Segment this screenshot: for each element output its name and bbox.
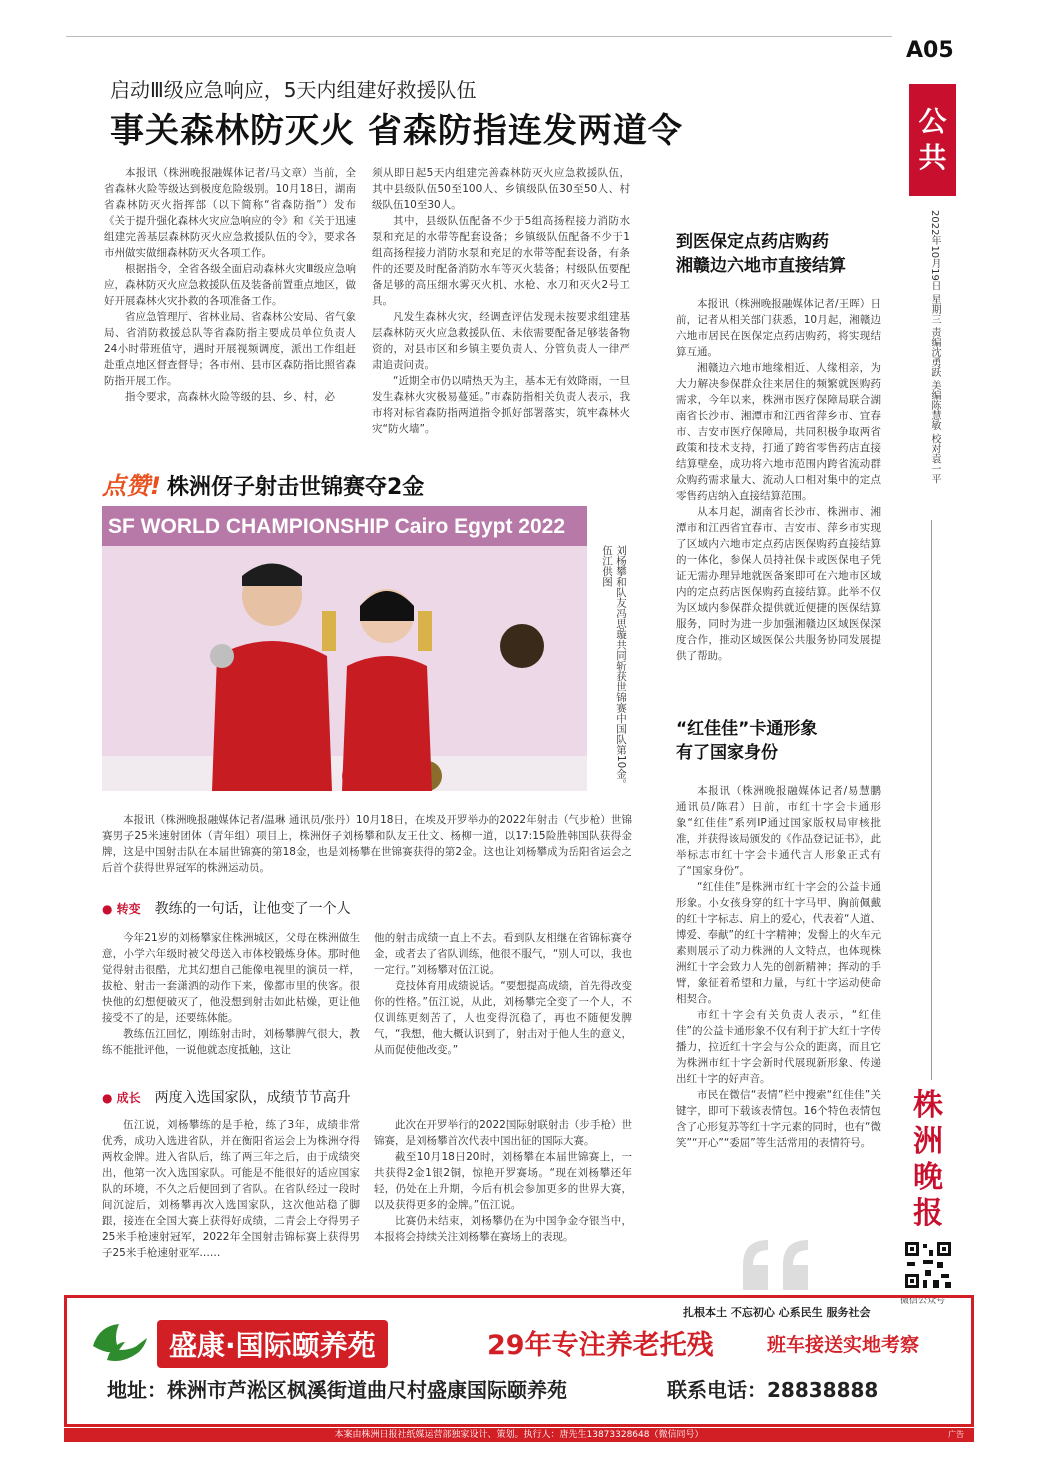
quote-mark-icon	[738, 1235, 818, 1295]
paragraph: “近期全市仍以晴热天为主，基本无有效降雨，一旦发生森林火灾极易蔓延。”市森防指相关负责人表示，我市将对标省森防指两道指令抓好部署落实，筑牢森林火灾“防火墙”。	[372, 375, 630, 435]
paragraph: 截至10月18日20时，刘杨攀在本届世锦赛上，一共获得2金1银2铜，惊艳开罗赛场。“现在刘杨攀还年轻，仍处在上升期，今后有机会参加更多的世界大赛，以及获得更多的金牌。”伍江说。	[374, 1151, 632, 1211]
paragraph: 省应急管理厅、省林业局、省森林公安局、省气象局、省消防救援总队等省森防指主要成员单位负责人24小时带班值守，遇时开展视频调度，派出工作组赶赴重点地区督查督导；各市州、县市区森防指比照省森防指开展工作。	[104, 311, 356, 387]
shooting-headline	[102, 466, 424, 501]
shooting-photo	[102, 506, 587, 791]
paragraph: 今年21岁的刘杨攀家住株洲城区，父母在株洲做生意，小学六年级时被父母送入市体校锻炼身体。那时他觉得射击很酷，尤其幻想自己能像电视里的演员一样，拔枪、射击一套潇洒的动作下来，像都市里的侠客。很快他的幻想便破灭了，他没想到射击如此枯燥，更让他接受不了的是，还要练体能。	[102, 932, 360, 1024]
paragraph: 本报讯（株洲晚报融媒体记者/易慧鹏 通讯员/陈君）日前，市红十字会卡通形象“红佳佳”系列IP通过国家版权局审核批准，并获得该局颁发的《作品登记证书》，此举标志市红十字会卡通代言人形象正式有了“国家身份”。	[676, 785, 881, 877]
sec2-column-2	[374, 1117, 632, 1245]
headline-line: 到医保定点药店购药	[676, 232, 829, 252]
paragraph: 伍江说，刘杨攀练的是手枪，练了3年，成绩非常优秀，成功入选进省队，并在衡阳省运会上为株洲夺得两枚金牌。进入省队后，练了两三年之后，由于成绩突出，他第一次入选国家队。可能是不能很好的适应国家队的环境，不久之后便回到了省队。在省队经过一段时间沉淀后，刘杨攀再次入选国家队，这次他站稳了脚跟，接连在全国大赛上获得好成绩，二青会上夺得男子25米手枪速射冠军，2022年全国射击锦标赛上获得男子25米手枪速射亚军……	[102, 1119, 360, 1259]
dianzan-badge: 点赞!	[102, 472, 161, 500]
section-label-text: 转变	[116, 901, 141, 916]
ad-slogan: 扎根本土 不忘初心 心系民生 服务社会	[683, 1306, 871, 1319]
section-label: ● 成长	[102, 1090, 141, 1105]
paragraph: 凡发生森林火灾，经调查评估发现未按要求组建基层森林防灭火应急救援队伍、未依需要配备足够装备物资的，对县市区和乡镇主要负责人、分管负责人一律严肃追责问责。	[372, 311, 630, 371]
lead-column-2	[372, 165, 630, 437]
section-title: 两度入选国家队，成绩节节高升	[154, 1090, 351, 1106]
paragraph: 本报讯（株洲晚报融媒体记者/马文章）当前，全省森林火险等级达到极度危险级别。10月18日，湖南省森林防灭火指挥部（以下简称“省森防指”）发布《关于提升强化森林火灾应急响应的令》和《关于迅速组建完善基层森林防灭火应急救援队伍的令》，要求各市州做实做细森林防灭火各项工作。	[104, 167, 356, 259]
photo-caption: 刘杨攀和队友冯思璇共同斩获世锦赛中国队第10金。伍江供图	[601, 545, 627, 790]
ad-phone: 联系电话：28838888	[667, 1378, 879, 1402]
side1-headline	[676, 230, 846, 278]
qr-code-icon[interactable]	[903, 1240, 953, 1290]
logo-char: 洲	[913, 1124, 943, 1159]
dateline: 2022年10月19日 星期三 责编沈勇跃 美编陈慧敏 校对袁一平	[929, 210, 940, 484]
newspaper-logo	[903, 1088, 953, 1232]
section-char: 公	[918, 105, 947, 138]
photo-banner: SF WORLD CHAMPIONSHIP Cairo Egypt 2022	[108, 515, 566, 538]
side2-headline	[676, 717, 817, 765]
section-tab	[909, 84, 956, 196]
logo-char: 晚	[913, 1160, 943, 1195]
top-rule	[66, 36, 892, 37]
paragraph: 竞技体育用成绩说话。“要想提高成绩，首先得改变你的性格。”伍江说，从此，刘杨攀完全变了一个人，不仅训练更刻苦了，人也变得沉稳了，再也不随便发脾气，“我想，他大概认识到了，射击对于他人生的意义，从而促使他改变。”	[374, 980, 632, 1056]
paragraph: 本报讯（株洲晚报融媒体记者/王晖）日前，记者从相关部门获悉，10月起，湘赣边六地市居民在医保定点药店购药，将实现结算互通。	[676, 298, 881, 358]
page-number: A05	[906, 38, 954, 63]
headline-line: “红佳佳”卡通形象	[676, 719, 818, 739]
sec2-column-1	[102, 1117, 360, 1261]
lead-headline: 事关森林防灭火 省森防指连发两道令	[110, 111, 683, 151]
logo-char: 株	[913, 1088, 943, 1123]
side2-body	[676, 783, 881, 1151]
ad-footer: 本案由株洲日报社纸媒运营部独家设计、策划。执行人：唐先生13873328648（微信同号）	[64, 1428, 974, 1442]
lead-kicker: 启动Ⅲ级应急响应，5天内组建好救援队伍	[110, 78, 477, 102]
lead-column-1	[104, 165, 356, 405]
paragraph: “红佳佳”是株洲市红十字会的公益卡通形象。小女孩身穿的红十字马甲、胸前佩戴的红十字标志、肩上的爱心，代表着“人道、博爱、奉献”的红十字精神；发髻上的火车元素则展示了动力株洲的人文特点，也体现株洲红十字会致力人先的创新精神；挥动的手臂，象征着希望和力量，与红十字运动使命相契合。	[676, 881, 881, 1005]
advertisement	[64, 1295, 974, 1427]
qr-caption: 微信公众号	[900, 1296, 946, 1306]
paragraph: 教练伍江回忆，刚练射击时，刘杨攀脾气很大，教练不能批评他，一说他就态度抵触，这让	[102, 1028, 360, 1056]
side1-body	[676, 296, 881, 664]
shooting-intro	[102, 812, 632, 876]
section-title: 教练的一句话，让他变了一个人	[154, 901, 351, 917]
leaf-hand-logo-icon	[89, 1316, 151, 1368]
ad-tagline: 29年专注养老托残	[487, 1330, 714, 1361]
paragraph: 比赛仍未结束，刘杨攀仍在为中国争金夺银当中，本报将会持续关注刘杨攀在赛场上的表现。	[374, 1215, 632, 1243]
sponsor-logo	[500, 624, 544, 668]
section-label-text: 成长	[116, 1090, 141, 1105]
paragraph: 市红十字会有关负责人表示，“红佳佳”的公益卡通形象不仅有利于扩大红十字传播力，拉近红十字会与公众的距离，而且它为株洲市红十字会新时代展现新形象、传递出红十字的好声音。	[676, 1009, 881, 1085]
paragraph: 他的射击成绩一直上不去。看到队友相继在省锦标赛夺金，或者去了省队训练，他很不服气，“别人可以，我也一定行。”刘杨攀对伍江说。	[374, 932, 632, 976]
shooting-title: 株洲伢子射击世锦赛夺2金	[166, 475, 425, 500]
dateline-rule	[931, 520, 932, 1080]
ad-brand-name: 盛康·国际颐养苑	[157, 1320, 388, 1368]
sec1-column-2	[374, 930, 632, 1058]
paragraph: 本报讯（株洲晚报融媒体记者/温琳 通讯员/张丹）10月18日，在埃及开罗举办的2022年射击（气步枪）世锦赛男子25米速射团体（青年组）项目上，株洲伢子刘杨攀和队友王仕文、杨柳一道，以17:15险胜韩国队获得金牌，这是中国射击队在本届世锦赛的第18金，也是刘杨攀在世锦赛获得的第2金。这也让刘杨攀成为岳阳省运会之后首个获得世界冠军的株洲运动员。	[102, 814, 632, 874]
logo-char: 报	[913, 1196, 943, 1231]
section-header-1	[102, 898, 351, 918]
sec1-column-1	[102, 930, 360, 1058]
paragraph: 此次在开罗举行的2022国际射联射击（步手枪）世锦赛，是刘杨攀首次代表中国出征的国际大赛。	[374, 1119, 632, 1147]
ad-bus-service: 班车接送实地考察	[767, 1334, 920, 1356]
paragraph: 其中，县级队伍配备不少于5组高扬程接力消防水泵和充足的水带等配套设备；乡镇级队伍配备不少于1组高扬程接力消防水泵和充足的水带等配套设备，有条件的还要及时配备消防水车等灭火装备；村级队伍要配备足够的高压细水雾灭火机、水枪、水刀和灭火2号工具。	[372, 215, 630, 307]
ad-address: 地址：株洲市芦淞区枫溪街道曲尺村盛康国际颐养苑	[107, 1378, 567, 1402]
photo-illustration	[102, 506, 587, 791]
paragraph: 指令要求，高森林火险等级的县、乡、村，必	[125, 391, 335, 403]
headline-line: 有了国家身份	[676, 743, 778, 763]
ad-label: 广告	[948, 1430, 964, 1439]
paragraph: 湘赣边六地市地缘相近、人缘相亲，为大力解决参保群众往来居住的频繁就医购药需求，今年以来，株洲市医疗保障局联合湖南省长沙市、湘潭市和江西省萍乡市、宜春市、吉安市医疗保障局，共同积极争取两省政策和技术支持，打通了跨省零售药店直接结算壁垒，成功将六地市范围内跨省流动群众购药需求量大、流动人口相对集中的定点零售药店纳入直接结算范围。	[676, 362, 881, 502]
headline-line: 湘赣边六地市直接结算	[676, 256, 846, 276]
paragraph: 从本月起，湖南省长沙市、株洲市、湘潭市和江西省宜春市、吉安市、萍乡市实现了区域内六地市定点药店医保购药直接结算的一体化，参保人员持社保卡或医保电子凭证无需办理异地就医备案即可在六地市区域内的定点药店医保购药直接结算。此举不仅为区域内参保群众提供就近便捷的医保结算服务，同时为进一步加强湘赣边区域医保深度合作，推动区域医保公共服务协同发展提供了帮助。	[676, 506, 881, 662]
section-header-2	[102, 1087, 351, 1107]
paragraph: 根据指令，全省各级全面启动森林火灾Ⅲ级应急响应，森林防灭火应急救援队伍及装备前置重点地区，做好开展森林火灾扑救的各项准备工作。	[104, 263, 356, 307]
paragraph: 市民在微信“表情”栏中搜索“红佳佳”关键字，即可下载该表情包。16个特色表情包含了心形复苏等红十字元素的同时，也有“微笑”“开心”“委屈”等生活常用的表情符号。	[676, 1089, 881, 1149]
section-label: ● 转变	[102, 901, 141, 916]
section-char: 共	[918, 141, 947, 174]
paragraph: 须从即日起5天内组建完善森林防灭火应急救援队伍，其中县级队伍50至100人、乡镇级队伍30至50人、村级队伍10至30人。	[372, 167, 630, 211]
